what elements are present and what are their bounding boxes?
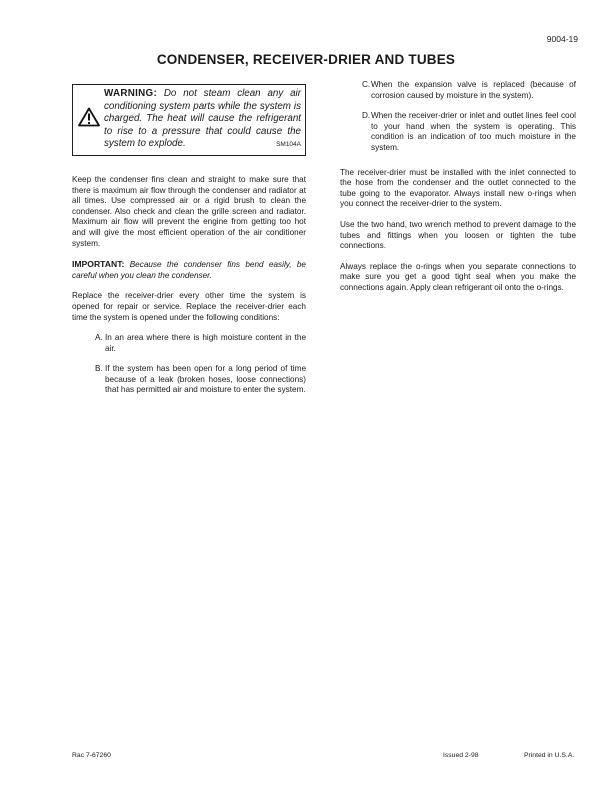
- paragraph-two-wrench: Use the two hand, two wrench method to prevent damage to the tubes and fittings when you loosen or tighten the tube connections.: [340, 219, 576, 251]
- left-column: [72, 84, 306, 406]
- warning-label: WARNING:: [104, 88, 158, 99]
- list-text: If the system has been open for a long period of time because of a leak (broken hoses, loose connections) that has permitted air and moisture to enter the system.: [105, 364, 306, 395]
- list-text: In an area where there is high moisture content in the air.: [105, 333, 306, 353]
- important-note: [72, 259, 306, 281]
- warning-text: Do not steam clean any air conditioning system parts while the system is charged. The heat will cause the refrigerant to rise to a pressure that could cause the system to explode.: [104, 88, 301, 150]
- list-text: When the expansion valve is replaced (because of corrosion caused by moisture in the system).: [371, 80, 576, 100]
- list-item: [72, 364, 306, 396]
- list-letter: C.: [362, 80, 371, 89]
- paragraph-condenser-fins: Keep the condenser fins clean and straight to make sure that there is maximum air flow through the condenser and radiator at all times. Use compressed air or a rigid brush to clean the condenser. Also check and clean the grille screen and radiator. Maximum air flow will prevent the engine from getting too hot and will give the most efficient operation of the air conditioner system.: [72, 174, 306, 248]
- warning-box: [72, 84, 306, 156]
- list-text: When the receiver-drier or inlet and outlet lines feel cool to your hand when the system is operating. This condition is an indication of too much moisture in the system.: [371, 111, 576, 152]
- warning-triangle-icon: [78, 107, 100, 132]
- list-letter: D.: [362, 111, 371, 121]
- page-title: CONDENSER, RECEIVER-DRIER AND TUBES: [156, 52, 456, 67]
- paragraph-install-drier: The receiver-drier must be installed with the inlet connected to the hose from the condenser and the outlet connected to the tube going to the evaporator. Always install new o-rings when you connect the receiver-drier to the system.: [340, 167, 576, 209]
- footer-printed: Printed in U.S.A.: [524, 752, 575, 759]
- list-item: [72, 333, 306, 354]
- paragraph-o-rings: Always replace the o-rings when you separate connections to make sure you get a good tight seal when you make the connections again. Apply clean refrigerant oil onto the o-rings.: [340, 261, 576, 292]
- list-item: [340, 111, 576, 153]
- page-number: 9004-19: [546, 34, 578, 44]
- list-letter: A.: [95, 333, 103, 343]
- right-column: [340, 80, 576, 304]
- list-item: [340, 80, 576, 101]
- footer-doc-number: Rac 7-67260: [72, 752, 111, 759]
- paragraph-replace-drier: Replace the receiver-drier every other time the system is opened for repair or service. Replace the receiver-drier each time the system is opened under the following conditions:: [72, 291, 306, 322]
- important-text: Because the condenser fins bend easily, be careful when you clean the condenser.: [72, 260, 306, 280]
- list-letter: B.: [95, 364, 103, 374]
- warning-code: SM104A: [276, 141, 301, 149]
- important-label: IMPORTANT:: [72, 259, 125, 270]
- footer-issued: Issued 2-98: [443, 752, 479, 759]
